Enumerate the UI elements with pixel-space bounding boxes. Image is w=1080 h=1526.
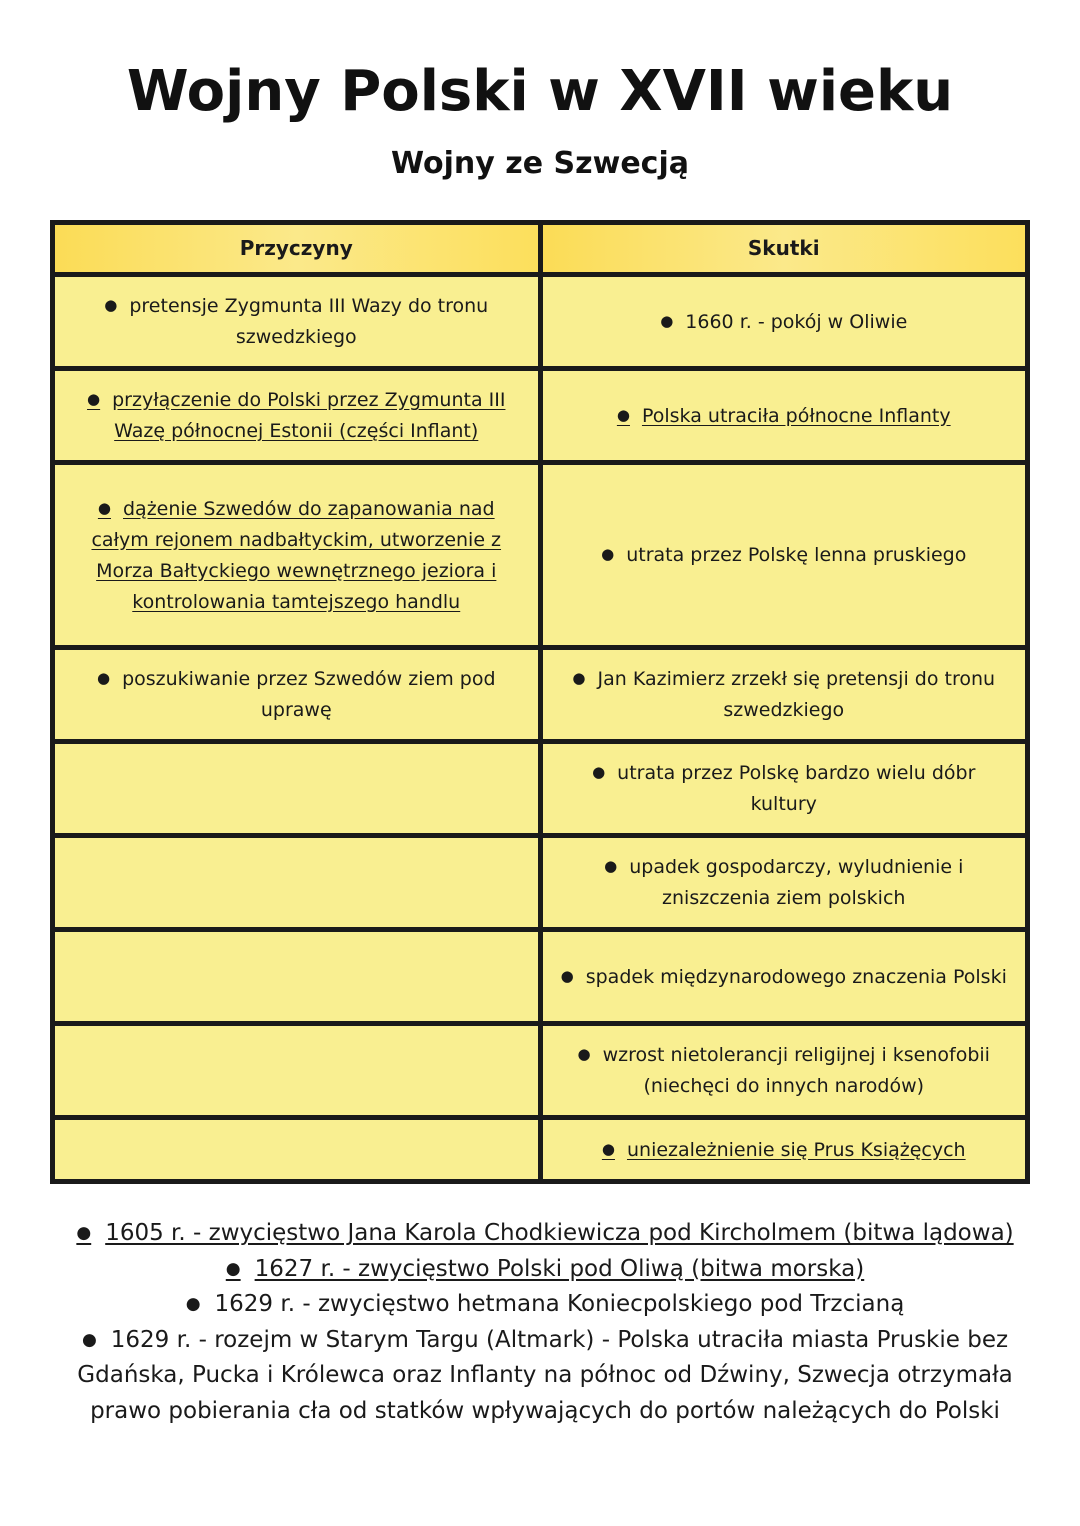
cause-text: ● pretensje Zygmunta III Wazy do tronu szwedzkiego bbox=[73, 290, 520, 353]
cause-text: ● przyłączenie do Polski przez Zygmunta III Wazę północnej Estonii (części Inflant) bbox=[73, 384, 520, 447]
header-causes: Przyczyny bbox=[55, 225, 538, 272]
effect-cell bbox=[543, 1120, 1026, 1179]
cause-text: ● poszukiwanie przez Szwedów ziem pod uprawę bbox=[73, 663, 520, 726]
table-row bbox=[55, 465, 1025, 645]
effect-text: ● utrata przez Polskę lenna pruskiego bbox=[601, 539, 966, 571]
cause-cell-empty bbox=[55, 838, 538, 927]
effect-cell bbox=[543, 277, 1026, 366]
table-row bbox=[55, 744, 1025, 833]
causes-effects-table bbox=[50, 220, 1030, 1184]
effect-text: ● uniezależnienie się Prus Książęcych bbox=[602, 1134, 966, 1166]
effect-cell bbox=[543, 650, 1026, 739]
effect-text: ● Jan Kazimierz zrzekł się pretensji do tronu szwedzkiego bbox=[561, 663, 1008, 726]
cause-cell bbox=[55, 650, 538, 739]
effect-text: ● upadek gospodarczy, wyludnienie i zniszczenia ziem polskich bbox=[561, 851, 1008, 914]
effect-text: ● 1660 r. - pokój w Oliwie bbox=[660, 306, 907, 338]
effect-text: ● utrata przez Polskę bardzo wielu dóbr kultury bbox=[561, 757, 1008, 820]
table-row bbox=[55, 1120, 1025, 1179]
list-item: ● 1605 r. - zwycięstwo Jana Karola Chodkiewicza pod Kircholmem (bitwa lądowa) bbox=[60, 1216, 1030, 1252]
effect-cell bbox=[543, 932, 1026, 1021]
effect-cell bbox=[543, 465, 1026, 645]
table-row bbox=[55, 838, 1025, 927]
table-row bbox=[55, 650, 1025, 739]
events-list bbox=[60, 1216, 1030, 1429]
effect-text: ● wzrost nietolerancji religijnej i ksenofobii (niechęci do innych narodów) bbox=[561, 1039, 1008, 1102]
table-row bbox=[55, 277, 1025, 366]
cause-cell-empty bbox=[55, 932, 538, 1021]
cause-cell bbox=[55, 277, 538, 366]
effect-cell bbox=[543, 1026, 1026, 1115]
cause-cell-empty bbox=[55, 1120, 538, 1179]
list-item: ● 1627 r. - zwycięstwo Polski pod Oliwą (bitwa morska) bbox=[60, 1252, 1030, 1288]
effect-text: ● spadek międzynarodowego znaczenia Polski bbox=[561, 961, 1007, 993]
effect-cell bbox=[543, 838, 1026, 927]
effect-cell bbox=[543, 744, 1026, 833]
list-item: ● 1629 r. - rozejm w Starym Targu (Altmark) - Polska utraciła miasta Pruskie bez Gdańska, Pucka i Królewca oraz Inflanty na północ od Dźwiny, Szwecja otrzymała prawo pobierania cła od statków wpływających do portów należących do Polski bbox=[60, 1323, 1030, 1430]
table-row bbox=[55, 1026, 1025, 1115]
list-item: ● 1629 r. - zwycięstwo hetmana Koniecpolskiego pod Trzcianą bbox=[60, 1287, 1030, 1323]
cause-cell-empty bbox=[55, 1026, 538, 1115]
table-header-row bbox=[55, 225, 1025, 272]
table-row bbox=[55, 371, 1025, 460]
table-row bbox=[55, 932, 1025, 1021]
effect-cell bbox=[543, 371, 1026, 460]
cause-cell bbox=[55, 465, 538, 645]
cause-cell-empty bbox=[55, 744, 538, 833]
page-title: Wojny Polski w XVII wieku bbox=[126, 59, 954, 124]
cause-cell bbox=[55, 371, 538, 460]
cause-text: ● dążenie Szwedów do zapanowania nad całym rejonem nadbałtyckim, utworzenie z Morza Bałtyckiego wewnętrznego jeziora i kontrolowania tamtejszego handlu bbox=[73, 493, 520, 618]
header-effects: Skutki bbox=[543, 225, 1026, 272]
effect-text: ● Polska utraciła północne Inflanty bbox=[617, 400, 951, 432]
section-subtitle: Wojny ze Szwecją bbox=[391, 146, 689, 181]
